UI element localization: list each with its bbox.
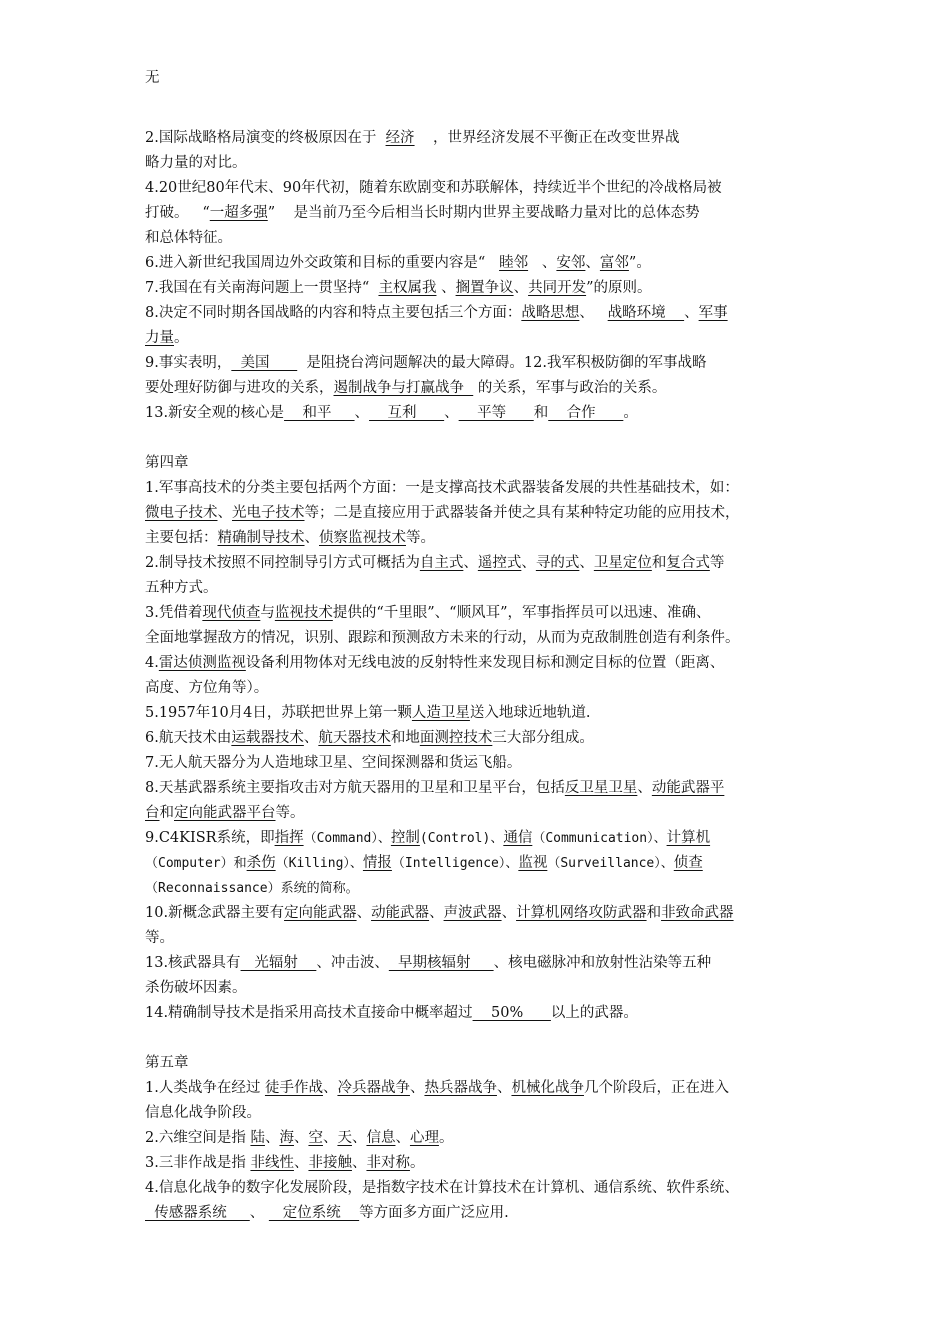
- text-line: [145, 451, 189, 476]
- text-line: [145, 826, 710, 851]
- text-segment: 和总体特征。: [145, 230, 232, 246]
- text-line: [145, 851, 703, 876]
- text-segment: 五种方式。: [145, 580, 218, 596]
- text-line: [145, 176, 722, 201]
- text-segment: 1.军事高技术的分类主要包括两个方面：一是支撑高技术武器装备发展的共性基础技术，如：: [145, 480, 739, 496]
- text-line: [145, 726, 594, 751]
- text-segment: （Killing）、: [275, 856, 363, 871]
- answer-blank: 非致命武器: [661, 905, 734, 921]
- answer-blank: 非对称: [366, 1155, 410, 1171]
- answer-blank: 和平: [284, 405, 355, 421]
- answer-blank: 陆: [250, 1130, 265, 1146]
- answer-blank: 定向能武器: [284, 905, 357, 921]
- text-line: [145, 151, 247, 176]
- text-segment: 8.天基武器系统主要指攻击对方航天器用的卫星和卫星平台，包括: [145, 780, 565, 796]
- answer-blank: 经济: [385, 130, 415, 146]
- answer-blank: 监视: [518, 855, 548, 871]
- answer-blank: 动能武器平: [651, 780, 725, 796]
- text-line: [145, 226, 232, 251]
- text-segment: （Communication）、: [532, 831, 667, 846]
- text-segment: 、: [249, 1205, 269, 1221]
- answer-blank: 互利: [369, 405, 445, 421]
- text-segment: （Computer）和: [145, 856, 247, 871]
- text-line: [145, 301, 728, 326]
- text-segment: ”的原则。: [586, 280, 652, 296]
- text-line: [145, 1126, 453, 1151]
- answer-blank: 心理: [409, 1130, 439, 1146]
- answer-blank: 运载器技术: [231, 730, 304, 746]
- text-segment: 、: [637, 780, 652, 796]
- text-segment: 1.人类战争在经过: [145, 1080, 265, 1096]
- answer-blank: 精确制导技术: [217, 530, 305, 546]
- text-segment: 、: [351, 1155, 367, 1171]
- text-segment: 、: [436, 280, 456, 296]
- text-segment: 9.事实表明，: [145, 355, 232, 371]
- answer-blank: 睦邻: [499, 255, 529, 271]
- text-segment: 信息化战争阶段。: [145, 1105, 261, 1121]
- answer-blank: 50%: [472, 1005, 551, 1021]
- answer-blank: 定位系统: [268, 1205, 360, 1221]
- text-line: [145, 951, 711, 976]
- text-line: [145, 976, 247, 1001]
- text-segment: 几个阶段后，正在进入: [583, 1080, 729, 1096]
- text-line: [145, 751, 521, 776]
- text-line: [145, 1151, 424, 1176]
- text-segment: 第五章: [145, 1055, 189, 1071]
- answer-blank: 冷兵器战争: [337, 1080, 410, 1096]
- text-line: [145, 776, 724, 801]
- text-segment: 、: [585, 255, 600, 271]
- text-segment: 、: [579, 555, 594, 571]
- answer-blank: 安邻: [556, 255, 586, 271]
- answer-blank: 遥控式: [477, 555, 522, 571]
- text-segment: 提供的“千里眼”、“顺风耳”，军事指挥员可以迅速、准确、: [332, 605, 711, 621]
- text-line: [145, 126, 680, 151]
- answer-blank: 通信: [503, 830, 533, 846]
- text-segment: 与: [260, 605, 275, 621]
- text-segment: 。: [623, 405, 638, 421]
- text-segment: 的关系，军事与政治的关系。: [473, 380, 667, 396]
- text-segment: 、: [496, 1080, 512, 1096]
- answer-blank: 早期核辐射: [388, 955, 494, 971]
- answer-blank: 台: [145, 805, 160, 821]
- text-segment: 、: [303, 730, 319, 746]
- text-line: [145, 901, 734, 926]
- text-line: [145, 701, 591, 726]
- answer-blank: 监视技术: [274, 605, 333, 621]
- answer-blank: 热兵器战争: [424, 1080, 497, 1096]
- answer-blank: 控制: [390, 830, 420, 846]
- answer-blank: 指挥: [274, 830, 304, 846]
- text-line: [145, 876, 359, 901]
- text-line: [145, 601, 711, 626]
- answer-blank: 情报: [362, 855, 392, 871]
- answer-blank: 战略思想: [521, 305, 580, 321]
- text-segment: 、: [513, 280, 529, 296]
- answer-blank: 定向能武器平台: [174, 805, 276, 821]
- text-segment: 杀伤破坏因素。: [145, 980, 247, 996]
- text-segment: 等。: [145, 930, 174, 946]
- answer-blank: 遏制战争与打赢战争: [333, 380, 474, 396]
- answer-blank: 寻的式: [535, 555, 580, 571]
- answer-blank: 动能武器: [371, 905, 430, 921]
- text-segment: 设备利用物体对无线电波的反射特性来发现目标和测定目标的位置（距离、: [245, 655, 725, 671]
- text-segment: 、: [322, 1080, 338, 1096]
- text-segment: 和: [651, 555, 667, 571]
- text-line: [145, 501, 740, 526]
- text-segment: 要处理好防御与进攻的关系，: [145, 380, 334, 396]
- text-segment: 2.制导技术按照不同控制导引方式可概括为: [145, 555, 420, 571]
- text-segment: 、: [217, 505, 232, 521]
- answer-blank: 现代侦查: [202, 605, 261, 621]
- text-segment: 4.信息化战争的数字化发展阶段，是指数字技术在计算技术在计算机、通信系统、软件系统、: [145, 1180, 739, 1196]
- text-segment: 5.1957年10月4日，苏联把世界上第一颗: [145, 705, 412, 721]
- text-segment: 、: [304, 530, 319, 546]
- text-segment: 三大部分组成。: [492, 730, 594, 746]
- answer-blank: 搁置争议: [455, 280, 514, 296]
- answer-blank: 平等: [458, 405, 534, 421]
- text-segment: （Surveillance）、: [547, 856, 674, 871]
- text-segment: 13.新安全观的核心是: [145, 405, 285, 421]
- answer-blank: 航天器技术: [318, 730, 391, 746]
- text-segment: ” 是当前乃至今后相当长时期内世界主要战略力量对比的总体态势: [267, 205, 700, 221]
- text-line: [145, 526, 435, 551]
- text-segment: 、: [429, 905, 444, 921]
- text-line: [145, 276, 652, 301]
- text-line: [145, 1076, 729, 1101]
- text-segment: 、: [501, 905, 517, 921]
- answer-blank: 微电子技术: [145, 505, 218, 521]
- answer-blank: 计算机网络攻防武器: [516, 905, 647, 921]
- text-segment: 等: [709, 555, 725, 571]
- answer-blank: 力量: [145, 330, 174, 346]
- text-segment: 、: [322, 1130, 338, 1146]
- text-segment: 、核电磁脉冲和放射性沾染等五种: [493, 955, 712, 971]
- answer-blank: 徒手作战: [264, 1080, 323, 1096]
- text-segment: 和: [159, 805, 174, 821]
- text-line: [145, 626, 740, 651]
- answer-blank: 声波武器: [443, 905, 502, 921]
- text-segment: 、冲击波、: [316, 955, 389, 971]
- text-segment: 7.无人航天器分为人造地球卫星、空间探测器和货运飞船。: [145, 755, 522, 771]
- answer-blank: 信息: [366, 1130, 396, 1146]
- text-segment: 主要包括：: [145, 530, 218, 546]
- text-segment: 、: [444, 405, 459, 421]
- text-segment: 以上的武器。: [550, 1005, 638, 1021]
- text-segment: 2.六维空间是指: [145, 1130, 251, 1146]
- text-segment: 4.20世纪80年代末、90年代初，随着东欧剧变和苏联解体，持续近半个世纪的冷战格局被: [145, 180, 722, 196]
- text-segment: 2.国际战略格局演变的终极原因在于: [145, 130, 386, 146]
- text-segment: 。: [438, 1130, 454, 1146]
- text-segment: 。: [174, 330, 189, 346]
- answer-blank: 海: [279, 1130, 294, 1146]
- answer-blank: 反卫星卫星: [564, 780, 638, 796]
- text-line: [145, 201, 700, 226]
- answer-blank: 军事: [698, 305, 728, 321]
- answer-blank: 传感器系统: [145, 1205, 250, 1221]
- text-segment: 3.凭借着: [145, 605, 203, 621]
- text-line: [145, 326, 189, 351]
- answer-blank: 自主式: [419, 555, 464, 571]
- answer-blank: 机械化战争: [511, 1080, 584, 1096]
- answer-blank: 主权属我: [378, 280, 437, 296]
- text-line: [145, 1201, 509, 1226]
- text-line: [145, 676, 268, 701]
- answer-blank: 一超多强: [209, 205, 268, 221]
- answer-blank: 复合式: [666, 555, 710, 571]
- answer-blank: 侦察监视技术: [319, 530, 406, 546]
- text-segment: 。: [409, 1155, 425, 1171]
- text-segment: 、: [409, 1080, 425, 1096]
- answer-blank: 非接触: [308, 1155, 352, 1171]
- text-segment: 略力量的对比。: [145, 155, 247, 171]
- text-segment: 、: [354, 405, 370, 421]
- answer-blank: 光辐射: [240, 955, 317, 971]
- text-line: [145, 801, 305, 826]
- text-segment: ，世界经济发展不平衡正在改变世界战: [414, 130, 680, 146]
- text-line: [145, 1101, 261, 1126]
- answer-blank: 天: [337, 1130, 352, 1146]
- text-segment: 10.新概念武器主要有: [145, 905, 285, 921]
- text-segment: 、: [684, 305, 699, 321]
- text-line: [145, 66, 160, 91]
- text-segment: 等。: [275, 805, 305, 821]
- text-segment: (Control)、: [419, 831, 504, 846]
- text-segment: 14.精确制导技术是指采用高技术直接命中概率超过: [145, 1005, 473, 1021]
- text-segment: 打破。 “: [145, 205, 210, 221]
- text-segment: 、: [395, 1130, 410, 1146]
- text-segment: 全面地掌握敌方的情况，识别、跟踪和预测敌方未来的行动，从而为克敌制胜创造有利条件。: [145, 630, 740, 646]
- text-line: [145, 1051, 189, 1076]
- text-segment: 等；二是直接应用于武器装备并使之具有某种特定功能的应用技术，: [304, 505, 740, 521]
- text-segment: （Intelligence）、: [391, 856, 519, 871]
- text-segment: 送入地球近地轨道.: [469, 705, 591, 721]
- answer-blank: 富邻: [599, 255, 629, 271]
- text-segment: 等。: [406, 530, 435, 546]
- answer-blank: 人造卫星: [411, 705, 470, 721]
- text-line: [145, 576, 218, 601]
- answer-blank: 合作: [548, 405, 624, 421]
- text-segment: 6.进入新世纪我国周边外交政策和目标的重要内容是“: [145, 255, 500, 271]
- text-segment: 高度、方位角等）。: [145, 680, 269, 696]
- answer-blank: 杀伤: [246, 855, 276, 871]
- answer-blank: 雷达侦测监视: [158, 655, 246, 671]
- text-line: [145, 351, 707, 376]
- text-line: [145, 1176, 739, 1201]
- answer-blank: 非线性: [250, 1155, 294, 1171]
- text-line: [145, 376, 666, 401]
- answer-blank: 共同开发: [528, 280, 587, 296]
- text-segment: 和: [646, 905, 662, 921]
- text-segment: 、: [293, 1130, 309, 1146]
- text-segment: 、: [293, 1155, 309, 1171]
- text-segment: （Reconnaissance）系统的简称。: [145, 881, 359, 896]
- text-line: [145, 1001, 638, 1026]
- text-segment: 和: [533, 405, 549, 421]
- text-segment: 、: [579, 305, 608, 321]
- answer-blank: 战略环境: [607, 305, 685, 321]
- text-line: [145, 251, 651, 276]
- text-segment: 、: [463, 555, 478, 571]
- text-segment: 、: [528, 255, 557, 271]
- text-segment: 4.: [145, 655, 159, 671]
- text-line: [145, 926, 174, 951]
- text-segment: 7.我国在有关南海问题上一贯坚持“: [145, 280, 379, 296]
- text-segment: ”。: [628, 255, 651, 271]
- text-segment: 第四章: [145, 455, 189, 471]
- answer-blank: 美国: [231, 355, 298, 371]
- answer-blank: 侦查: [673, 855, 703, 871]
- text-segment: 13.核武器具有: [145, 955, 241, 971]
- text-segment: 、: [351, 1130, 367, 1146]
- text-segment: 6.航天技术由: [145, 730, 232, 746]
- text-line: [145, 476, 739, 501]
- text-segment: 、: [264, 1130, 280, 1146]
- text-segment: 、: [356, 905, 372, 921]
- text-segment: 和地: [390, 730, 420, 746]
- answer-blank: 计算机: [666, 830, 711, 846]
- text-segment: 无: [145, 70, 160, 86]
- text-segment: 3.三非作战是指: [145, 1155, 251, 1171]
- answer-blank: 卫星定位: [593, 555, 652, 571]
- text-segment: （Command）、: [303, 831, 391, 846]
- text-segment: 等方面多方面广泛应用.: [359, 1205, 509, 1221]
- text-segment: 、: [521, 555, 536, 571]
- answer-blank: 空: [308, 1130, 323, 1146]
- text-segment: 是阻挠台湾问题解决的最大障碍。12.我军积极防御的军事战略: [297, 355, 707, 371]
- text-segment: 8.决定不同时期各国战略的内容和特点主要包括三个方面：: [145, 305, 522, 321]
- answer-blank: 光电子技术: [232, 505, 305, 521]
- text-line: [145, 651, 724, 676]
- text-line: [145, 401, 638, 426]
- answer-blank: 面测控技术: [419, 730, 493, 746]
- text-segment: 9.C4KISR系统，即: [145, 830, 275, 846]
- text-line: [145, 551, 724, 576]
